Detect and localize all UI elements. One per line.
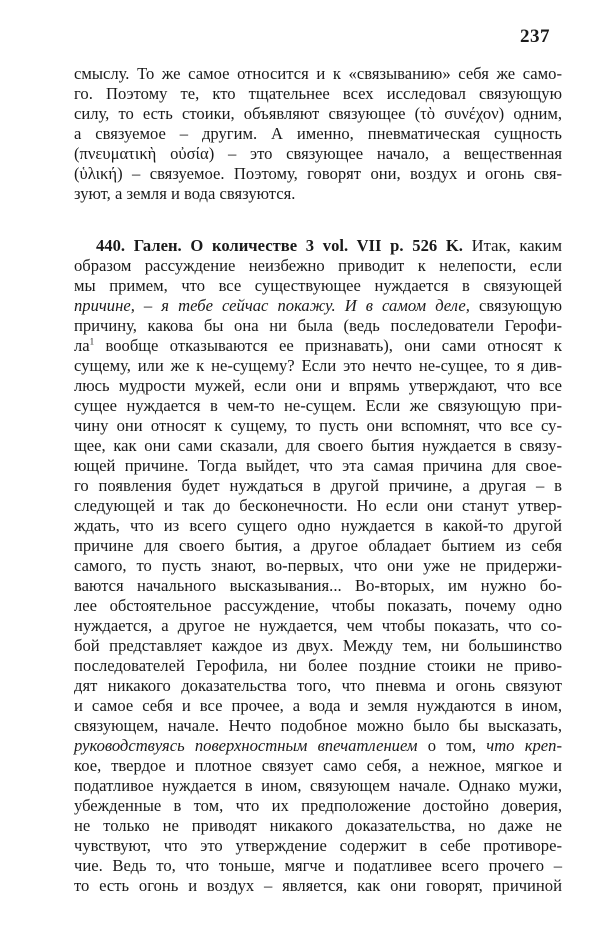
text-line [74, 756, 562, 776]
text-segment: (πνευματικὴ οὐσία) – это связующее начало, а вещественная [74, 144, 562, 163]
text-line [74, 396, 562, 416]
text-segment: убежденные в том, что их предположение достойно доверия, [74, 796, 562, 815]
text-segment: податливое нуждается в ином, связующем начале. Однако мужи, [74, 776, 562, 795]
text-segment: Итак, каким [462, 236, 562, 255]
text-line [74, 716, 562, 736]
text-segment: бой представляет каждое из двух. Между тем, ни большинство [74, 636, 562, 655]
text-segment: то есть огонь и воздух – является, как они говорят, причиной [74, 876, 562, 895]
text-line [74, 164, 562, 184]
page-number: 237 [520, 26, 550, 47]
paragraph-fragment-440 [74, 236, 562, 896]
text-line [74, 636, 562, 656]
text-line [74, 376, 562, 396]
text-line [74, 84, 562, 104]
text-line [74, 656, 562, 676]
text-segment: лее обстоятельное рассуждение, чтобы показать, почему одно [74, 596, 562, 615]
text-segment: силу, то есть стоики, объявляют связующее (τὸ συνέχον) одним, [74, 104, 562, 123]
text-line [74, 796, 562, 816]
text-segment: чие. Ведь то, что тоньше, мягче и податливее всего прочего – [74, 856, 562, 875]
text-line [74, 124, 562, 144]
text-line [74, 144, 562, 164]
text-segment: ваются начального высказывания... Во-вторых, им нужно бо- [74, 576, 562, 595]
paragraph-continuation [74, 64, 562, 204]
text-segment: ждать, что из всего сущего одно нуждается в какой-то другой [74, 516, 562, 535]
text-segment: самого, то пусть знают, во-первых, что они уже не придержи- [74, 556, 562, 575]
text-segment: смыслу. То же самое относится и к «связыванию» себя же само- [74, 64, 562, 83]
text-segment: го появления будет нуждаться в другой причине, а другая – в [74, 476, 562, 495]
text-segment: нуждается, а другое не нуждается, чем чтобы показать, что со- [74, 616, 562, 635]
text-segment: ла [74, 336, 90, 355]
text-line [74, 776, 562, 796]
text-line [74, 296, 562, 316]
text-segment: связующем, начале. Нечто подобное можно было бы высказать, [74, 716, 562, 735]
text-segment: дят никакого доказательства того, что пневма и огонь связуют [74, 676, 562, 695]
text-segment: о том, [417, 736, 487, 755]
text-segment: люсь мудрости мужей, если они и впрямь утверждают, что все [74, 376, 562, 395]
text-line [74, 836, 562, 856]
text-segment: зуют, а земля и вода связуются. [74, 184, 296, 203]
text-line [74, 696, 562, 716]
text-segment: не только не приводят никакого доказательства, но даже не [74, 816, 562, 835]
text-segment: последователей Герофила, ни более поздние стоики не приво- [74, 656, 562, 675]
text-segment: кое, твердое и плотное связует само себя, а нежное, мягкое и [74, 756, 562, 775]
text-line [74, 356, 562, 376]
text-segment: чувствуют, что это утверждение содержит в себе противоре- [74, 836, 562, 855]
text-line [74, 416, 562, 436]
footnote-marker: 1 [89, 336, 95, 347]
text-segment: чину они относят к сущему, то пусть они вспомнят, что все су- [74, 416, 562, 435]
text-line [74, 184, 562, 204]
text-segment: образом рассуждение неизбежно приводит к нелепости, если [74, 256, 562, 275]
text-line [74, 676, 562, 696]
text-line [74, 856, 562, 876]
text-line [74, 596, 562, 616]
italic-text: причине, – я тебе сейчас покажу. И в самом деле, [74, 296, 470, 315]
text-segment: вообще отказываются ее признавать), они сами относят к [94, 336, 562, 355]
text-segment: причину, какова бы она ни была (ведь последователи Герофи- [74, 316, 562, 335]
text-segment: причине для своего бытия, а другое обладает бытием из себя [74, 536, 562, 555]
text-segment: сущее нуждается в чем-то не-сущем. Если же связующую при- [74, 396, 562, 415]
text-line [74, 876, 562, 896]
text-line [74, 104, 562, 124]
text-line [74, 496, 562, 516]
text-line [74, 336, 562, 356]
italic-text: руководствуясь поверхностным впечатлением [74, 736, 418, 755]
text-line [74, 516, 562, 536]
text-segment: (ὑλική) – связуемое. Поэтому, говорят они, воздух и огонь свя- [74, 164, 562, 183]
text-segment: а связуемое – другим. А именно, пневматическая сущность [74, 124, 562, 143]
text-line [74, 476, 562, 496]
text-line [74, 576, 562, 596]
text-segment: го. Поэтому те, кто тщательнее всех исследовал связующую [74, 84, 562, 103]
text-line [74, 64, 562, 84]
text-segment: ющей причине. Тогда выйдет, что эта самая причина для свое- [74, 456, 562, 475]
text-line [74, 736, 562, 756]
text-line [74, 316, 562, 336]
text-line [74, 816, 562, 836]
text-segment: мы примем, что все существующее нуждается в связующей [74, 276, 562, 295]
text-line [74, 276, 562, 296]
text-line [74, 456, 562, 476]
text-segment: связующую [469, 296, 562, 315]
text-line [74, 616, 562, 636]
text-line [74, 436, 562, 456]
fragment-heading: 440. Гален. О количестве 3 vol. VII p. 526 K. [96, 236, 463, 255]
text-segment: щее, как они сами сказали, для своего бытия нуждается в связу- [74, 436, 562, 455]
text-segment: и самое себя и все прочее, а вода и земля нуждаются в ином, [74, 696, 562, 715]
text-line [74, 556, 562, 576]
text-line [74, 536, 562, 556]
text-segment: следующей и так до бесконечности. Но если они станут утвер- [74, 496, 562, 515]
text-line [74, 256, 562, 276]
text-line [74, 236, 562, 256]
italic-text: что креп- [486, 736, 562, 755]
text-segment: сущему, или же к не-сущему? Если это нечто не-сущее, то я див- [74, 356, 562, 375]
